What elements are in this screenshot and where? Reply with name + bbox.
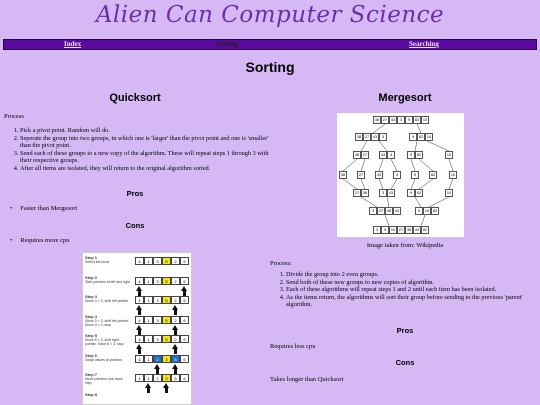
mergesort-connector-line: [361, 179, 365, 189]
quicksort-diagram-step-title: Step 8: [85, 391, 98, 397]
mergesort-cell: 27: [358, 173, 364, 177]
mergesort-steps: [276, 271, 531, 309]
quicksort-diagram-step-title: Step 4: [85, 313, 98, 319]
quicksort-diagram-step-text: Start pointers at left and right: [85, 279, 130, 284]
mergesort-cell: 38: [386, 209, 392, 213]
quicksort-diagram-cell: 2: [171, 335, 180, 343]
mergesort-step: 3. Each of these algorithms will repeat steps 1 and 2 until each item has been isolated.: [286, 286, 531, 294]
quicksort-diagram-step-label: [85, 334, 130, 346]
mergesort-array-box: [407, 151, 423, 159]
mergesort-cell: 82: [430, 173, 436, 177]
quicksort-diagram-cell: 2: [171, 257, 180, 265]
quicksort-diagram-cell: 4: [135, 316, 144, 324]
mergesort-cell: 43: [376, 173, 382, 177]
mergesort-connector-line: [449, 179, 453, 189]
quicksort-diagram-cell: 3: [153, 277, 162, 285]
mergesort-array-box: [353, 189, 369, 197]
quicksort-diagram-cell: 6: [180, 257, 189, 265]
mergesort-cell: 27: [398, 228, 404, 232]
quicksort-diagram-cell: 1: [144, 257, 153, 265]
mergesort-cell: 38: [356, 135, 362, 139]
mergesort-array-box: [369, 207, 401, 215]
quicksort-diagram-cell: 5: [162, 335, 171, 343]
mergesort-connector-line: [411, 159, 415, 171]
mergesort-step: 2. Send both of these new groups to new copies of algorithm.: [286, 279, 531, 287]
quicksort-diagram-cell: 1: [144, 335, 153, 343]
mergesort-array-box: [449, 171, 457, 179]
mergesort-cell: 27: [378, 209, 384, 213]
quicksort-diagram-cell: 6: [180, 277, 189, 285]
quicksort-diagram-cell: 1: [144, 296, 153, 304]
quicksort-diagram-cell: 6: [180, 355, 189, 363]
quicksort-diagram-step-label: [85, 256, 130, 264]
quicksort-diagram-array: [135, 374, 189, 382]
quicksort-diagram-cell: 3: [162, 355, 171, 363]
quicksort-diagram-step-label: [85, 393, 130, 397]
quicksort-diagram-array: [135, 355, 189, 363]
quicksort-diagram-cell: 6: [180, 374, 189, 382]
mergesort-connector-line: [343, 159, 357, 171]
nav-link-searching[interactable]: Searching: [409, 40, 439, 48]
mergesort-image-caption: Image taken from: Wikipedia: [366, 242, 444, 249]
mergesort-cell: 43: [380, 153, 386, 157]
quicksort-step: 2. Seperate the group into two groups, in which one is 'larger' than the pivot point and one is 'smaller' than the pivot point.: [20, 135, 275, 150]
quicksort-diagram-cell: 5: [162, 277, 171, 285]
quicksort-diagram-cell: 2: [153, 355, 162, 363]
mergesort-cell: 9: [381, 226, 389, 234]
mergesort-array-box: [415, 207, 439, 215]
quicksort-diagram-cell: 4: [135, 335, 144, 343]
mergesort-step: 1. Divide the group into 2 even groups.: [286, 271, 531, 279]
mergesort-cell: 38: [340, 173, 346, 177]
quicksort-diagram-step-label: [85, 315, 130, 327]
mergesort-step: 4. As the items return, the algorithms will sort their group before sending to the previous 'parent' algorithm.: [286, 294, 531, 309]
mergesort-cell: 43: [390, 118, 396, 122]
quicksort-diagram-step-title: Step 3: [85, 294, 98, 299]
mergesort-connector-line: [427, 141, 449, 151]
mergesort-array-box: [409, 133, 433, 141]
mergesort-cell: 10: [390, 228, 396, 232]
mergesort-connector-line: [417, 124, 421, 133]
mergesort-connector-line: [373, 124, 385, 133]
quicksort-diagram-cell: 3: [153, 335, 162, 343]
mergesort-cell: 82: [416, 153, 422, 157]
quicksort-diagram-cell: 6: [180, 335, 189, 343]
mergesort-heading: Mergesort: [378, 92, 432, 104]
quicksort-diagram-cell: 3: [153, 257, 162, 265]
mergesort-cons-text: Takes longer than Quicksort: [270, 376, 344, 383]
quicksort-diagram-cell: 5: [162, 257, 171, 265]
mergesort-connector-line: [387, 197, 389, 207]
mergesort-cell: 43: [394, 209, 400, 213]
quicksort-diagram-cell: 2: [153, 374, 162, 382]
mergesort-array-box: [373, 116, 429, 124]
mergesort-cell: 10: [446, 153, 452, 157]
mergesort-array-box: [339, 171, 347, 179]
mergesort-connector-line: [379, 141, 387, 151]
quicksort-diagram-step-text: Since 4 > 3, shift left pointer: [85, 299, 129, 303]
quicksort-diagram-cell: 5: [171, 355, 180, 363]
quicksort-diagram-step-text: Since 5 > 3, shift right pointer. Since 6 > 3, stop: [85, 338, 124, 346]
mergesort-cell: 82: [422, 228, 428, 232]
quicksort-pro-text: Faster than Mergesort: [20, 205, 78, 212]
quicksort-diagram-array: [135, 296, 189, 304]
mergesort-array-box: [393, 171, 401, 179]
mergesort-process-label: Process:: [270, 260, 292, 267]
mergesort-array-box: [373, 226, 429, 234]
quicksort-diagram-step-title: Step 6: [85, 352, 98, 358]
quicksort-diagram-cell: 5: [171, 374, 180, 382]
quicksort-diagram-step-label: [85, 276, 130, 284]
quicksort-diagram-cell: 6: [180, 316, 189, 324]
banner-title: Alien Can Computer Science: [95, 2, 445, 28]
mergesort-cell: 27: [354, 191, 360, 195]
mergesort-connector-line: [385, 215, 389, 226]
mergesort-connector-line: [419, 179, 433, 189]
mergesort-array-box: [445, 151, 453, 159]
mergesort-cell: 43: [388, 191, 394, 195]
quicksort-diagram-array: [135, 257, 189, 265]
mergesort-connector-line: [391, 159, 397, 171]
quicksort-diagram-cell: 4: [135, 296, 144, 304]
mergesort-array-box: [375, 171, 383, 179]
quicksort-diagram-step-title: Step 5: [85, 333, 98, 338]
mergesort-connector-line: [379, 159, 383, 171]
quicksort-diagram-step-text: Move pointers one more step: [85, 377, 123, 385]
mergesort-array-box: [355, 133, 387, 141]
mergesort-cell: 3: [379, 189, 387, 197]
mergesort-cell: 43: [372, 135, 378, 139]
quicksort-step: 4. After all items are isolated, they will return to the original algorithm sorted.: [20, 165, 275, 173]
quicksort-diagram-cell: 1: [144, 316, 153, 324]
quicksort-diagram-step-text: Select the pivot: [85, 260, 109, 264]
mergesort-cons-heading: Cons: [395, 358, 415, 367]
quicksort-diagram-cell: 4: [135, 355, 144, 363]
mergesort-array-box: [379, 151, 395, 159]
mergesort-cell: 3: [373, 226, 381, 234]
quicksort-diagram-cell: 1: [144, 277, 153, 285]
mergesort-connector-line: [419, 159, 433, 171]
quicksort-diagram-step-title: Step 2: [85, 274, 98, 280]
mergesort-connector-line: [379, 179, 383, 189]
mergesort-cell: 10: [450, 173, 456, 177]
quicksort-diagram-cell: 1: [144, 355, 153, 363]
mergesort-cell: 27: [364, 135, 370, 139]
mergesort-array-box: [411, 171, 419, 179]
mergesort-cell: 9: [409, 133, 417, 141]
mergesort-cell: 3: [379, 133, 387, 141]
quicksort-diagram-cell: 5: [162, 316, 171, 324]
mergesort-cell: 9: [405, 116, 413, 124]
mergesort-pros-heading: Pros: [396, 326, 414, 335]
mergesort-connector-line: [449, 159, 453, 171]
nav-item-sorting-current: Sorting: [216, 40, 239, 48]
mergesort-cell: 10: [446, 191, 452, 195]
navbar: [3, 39, 537, 50]
mergesort-cell: 9: [407, 151, 415, 159]
quicksort-diagram-cell: 5: [162, 296, 171, 304]
mergesort-cell: 82: [414, 118, 420, 122]
quicksort-diagram-cell: 3: [162, 374, 171, 382]
mergesort-connector-line: [361, 197, 377, 207]
mergesort-connector-line: [391, 179, 397, 189]
mergesort-cell: 3: [397, 116, 405, 124]
quicksort-diagram-step-label: [85, 373, 130, 385]
quicksort-diagram-cell: 2: [171, 316, 180, 324]
mergesort-connector-line: [421, 215, 425, 226]
mergesort-connector-line: [415, 141, 417, 151]
quicksort-diagram-array: [135, 316, 189, 324]
quicksort-diagram-step-label: [85, 295, 130, 303]
mergesort-array-box: [357, 171, 365, 179]
mergesort-connector-line: [343, 179, 357, 189]
quicksort-heading: Quicksort: [109, 92, 161, 104]
quicksort-diagram-step-label: [85, 354, 130, 362]
quicksort-con-item: [10, 237, 69, 244]
quicksort-diagram-step-text: Since 2 < 3, shift left pointer. Since 4 > 3, stop: [85, 318, 130, 327]
mergesort-pros-text: Requires less cpu: [270, 343, 316, 350]
mergesort-cell: 3: [387, 151, 395, 159]
quicksort-step: 3. Send each of these groups to a new copy of the algorithm. These will repeat steps 1 through 3 with their respective groups.: [20, 150, 275, 165]
quicksort-diagram: [82, 252, 192, 405]
quicksort-step: 1. Pick a pivot point. Random will do.: [20, 127, 275, 135]
mergesort-array-box: [407, 189, 423, 197]
mergesort-cell: 10: [424, 209, 430, 213]
quicksort-pros-heading: Pros: [126, 189, 144, 198]
quicksort-diagram-cell: 3: [153, 296, 162, 304]
nav-link-index[interactable]: Index: [64, 40, 82, 48]
mergesort-cell: 10: [422, 118, 428, 122]
quicksort-diagram-cell: 4: [135, 277, 144, 285]
mergesort-connector-line: [361, 159, 365, 171]
mergesort-cell: 82: [432, 209, 438, 213]
mergesort-diagram: [337, 113, 464, 237]
page-title: Sorting: [245, 59, 295, 75]
site-banner: [0, 2, 540, 36]
mergesort-cell: 38: [354, 153, 360, 157]
quicksort-con-text: Requires more cpu: [20, 237, 70, 244]
quicksort-diagram-cell: 1: [144, 374, 153, 382]
mergesort-cell: 10: [426, 135, 432, 139]
quicksort-diagram-cell: 2: [171, 296, 180, 304]
mergesort-array-box: [445, 189, 453, 197]
quicksort-process-label: Process: [4, 113, 24, 120]
mergesort-cell: 3: [369, 207, 377, 215]
mergesort-cell: 3: [393, 171, 401, 179]
quicksort-diagram-step-title: Step 1: [85, 255, 98, 260]
quicksort-diagram-step-title: Step 7: [85, 372, 98, 377]
mergesort-cell: 38: [406, 228, 412, 232]
mergesort-cell: 27: [362, 153, 368, 157]
mergesort-cell: 9: [415, 207, 423, 215]
quicksort-pro-item: [10, 205, 77, 212]
mergesort-connector-line: [415, 197, 421, 207]
mergesort-connector-line: [361, 141, 367, 151]
quicksort-diagram-cell: 4: [135, 374, 144, 382]
quicksort-diagram-array: [135, 277, 189, 285]
mergesort-cell: 9: [411, 171, 419, 179]
quicksort-diagram-array: [135, 335, 189, 343]
mergesort-cell: 43: [414, 228, 420, 232]
quicksort-diagram-step-text: Swap values at pointers: [85, 357, 123, 362]
quicksort-diagram-cell: 3: [153, 316, 162, 324]
quicksort-diagram-cell: 2: [171, 277, 180, 285]
quicksort-diagram-step: [83, 392, 192, 405]
mergesort-cell: 9: [407, 189, 415, 197]
mergesort-cell: 82: [418, 135, 424, 139]
mergesort-array-box: [379, 189, 395, 197]
mergesort-array-box: [429, 171, 437, 179]
mergesort-array-box: [353, 151, 369, 159]
mergesort-connector-line: [429, 197, 449, 207]
mergesort-cell: 38: [374, 118, 380, 122]
mergesort-cell: 82: [416, 191, 422, 195]
mergesort-connector-line: [411, 179, 415, 189]
quicksort-cons-heading: Cons: [125, 221, 145, 230]
quicksort-diagram-cell: 6: [180, 296, 189, 304]
quicksort-steps: [10, 127, 275, 173]
quicksort-diagram-cell: 4: [135, 257, 144, 265]
mergesort-cell: 38: [362, 191, 368, 195]
mergesort-cell: 27: [382, 118, 388, 122]
